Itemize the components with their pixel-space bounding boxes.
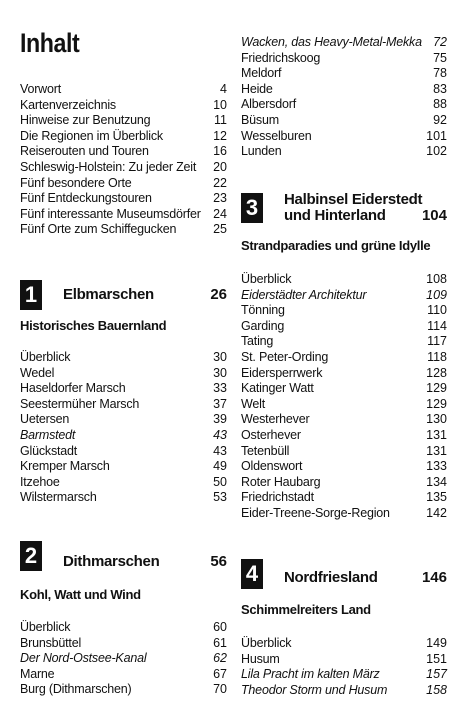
toc-entry[interactable] xyxy=(241,287,447,303)
toc-entry[interactable] xyxy=(20,143,227,159)
toc-entry-label: Uetersen xyxy=(20,412,70,427)
toc-entry[interactable] xyxy=(241,505,447,521)
toc-entry-page: 101 xyxy=(426,128,447,143)
toc-entry-page: 43 xyxy=(213,428,227,442)
toc-entry-label: Fünf Entdeckungstouren xyxy=(20,191,152,206)
toc-entry[interactable] xyxy=(241,411,447,427)
toc-entry-page: 53 xyxy=(213,490,227,505)
toc-entry-label: Westerhever xyxy=(241,412,310,427)
toc-entry[interactable] xyxy=(241,458,447,474)
toc-entry-page: 25 xyxy=(213,222,227,237)
toc-entry-label: Meldorf xyxy=(241,66,282,81)
toc-entry-label: Eidersperrwerk xyxy=(241,365,323,380)
toc-entry-page: 149 xyxy=(426,636,447,650)
toc-entry[interactable] xyxy=(20,666,227,682)
toc-entry[interactable] xyxy=(20,97,227,113)
toc-entry-page: 23 xyxy=(213,191,227,206)
toc-entry[interactable] xyxy=(241,651,447,667)
toc-entry-label: Hinweise zur Benutzung xyxy=(20,113,151,128)
section-page: 26 xyxy=(210,286,227,303)
toc-entry[interactable] xyxy=(241,349,447,365)
toc-entry-label: Tönning xyxy=(241,303,285,318)
toc-entry-page: 157 xyxy=(426,667,447,682)
toc-entry[interactable] xyxy=(20,635,227,651)
toc-entry-page: 135 xyxy=(426,490,447,505)
toc-entry-label: Oldenswort xyxy=(241,459,303,474)
toc-entry-label: Husum xyxy=(241,651,280,666)
toc-entry-label: Osterhever xyxy=(241,428,301,442)
toc-entry-label: Wesselburen xyxy=(241,128,312,143)
toc-entry-page: 60 xyxy=(213,620,227,634)
section-1-header[interactable] xyxy=(20,280,227,310)
toc-entry[interactable] xyxy=(241,443,447,459)
toc-entry[interactable] xyxy=(20,380,227,396)
toc-entry-label: Welt xyxy=(241,396,265,411)
toc-entry[interactable] xyxy=(241,682,447,698)
toc-entry-page: 30 xyxy=(213,365,227,380)
toc-entry[interactable] xyxy=(241,380,447,396)
toc-entry-page: 134 xyxy=(426,474,447,489)
toc-entry-label: Lila Pracht im kalten März xyxy=(241,667,380,682)
toc-entry[interactable] xyxy=(241,81,447,97)
toc-entry[interactable] xyxy=(20,159,227,175)
toc-entry[interactable] xyxy=(20,112,227,128)
toc-entry-label: Der Nord-Ostsee-Kanal xyxy=(20,651,147,666)
toc-entry-label: Kremper Marsch xyxy=(20,459,110,474)
toc-entry[interactable] xyxy=(20,81,227,97)
toc-entry-label: St. Peter-Ording xyxy=(241,350,329,364)
toc-entry-label: Tetenbüll xyxy=(241,443,290,458)
toc-entry[interactable] xyxy=(241,271,447,287)
toc-entry-page: 72 xyxy=(433,35,447,49)
toc-entry-page: 109 xyxy=(426,287,447,302)
toc-entry[interactable] xyxy=(241,96,447,112)
toc-entry-page: 118 xyxy=(427,350,447,364)
toc-entry-page: 33 xyxy=(213,381,227,396)
toc-entry-page: 62 xyxy=(213,651,227,666)
toc-entry[interactable] xyxy=(241,65,447,81)
toc-entry-label: Fünf besondere Orte xyxy=(20,175,132,190)
toc-entry[interactable] xyxy=(20,681,227,697)
toc-entry[interactable] xyxy=(20,396,227,412)
toc-entry-label: Fünf Orte zum Schiffegucken xyxy=(20,222,177,237)
toc-entry-page: 16 xyxy=(213,144,227,159)
section-title: Elbmarschen xyxy=(63,286,154,303)
toc-entry[interactable] xyxy=(241,333,447,349)
toc-entry[interactable] xyxy=(20,221,227,237)
toc-entry[interactable] xyxy=(241,427,447,443)
section-number-badge: 4 xyxy=(241,559,263,589)
toc-entry-page: 75 xyxy=(433,50,447,65)
toc-entry[interactable] xyxy=(20,489,227,505)
toc-entry[interactable] xyxy=(241,302,447,318)
section-number-badge: 3 xyxy=(241,193,263,223)
toc-entry-label: Marne xyxy=(20,666,55,681)
toc-entry-label: Reiserouten und Touren xyxy=(20,144,149,159)
toc-entry-label: Theodor Storm und Husum xyxy=(241,682,388,697)
toc-entry-label: Burg (Dithmarschen) xyxy=(20,682,132,697)
toc-entry-page: 114 xyxy=(427,318,447,333)
toc-entry[interactable] xyxy=(241,489,447,505)
section-4-header[interactable] xyxy=(241,559,447,589)
toc-entry-page: 133 xyxy=(426,459,447,474)
toc-entry[interactable] xyxy=(20,458,227,474)
toc-entry-page: 50 xyxy=(213,474,227,489)
toc-entry-label: Heide xyxy=(241,81,273,96)
toc-entry-label: Garding xyxy=(241,318,285,333)
toc-entry-page: 108 xyxy=(426,272,447,286)
toc-entry[interactable] xyxy=(241,474,447,490)
toc-entry-page: 88 xyxy=(433,97,447,112)
toc-entry-label: Barmstedt xyxy=(20,428,76,442)
toc-entry-label: Wacken, das Heavy-Metal-Mekka xyxy=(241,35,422,49)
toc-entry-label: Albersdorf xyxy=(241,97,296,112)
toc-entry[interactable] xyxy=(20,349,227,365)
section-page: 146 xyxy=(421,569,447,586)
toc-entry-label: Glückstadt xyxy=(20,443,78,458)
toc-entry-page: 83 xyxy=(433,81,447,96)
toc-entry-page: 128 xyxy=(426,365,447,380)
toc-entry-label: Haseldorfer Marsch xyxy=(20,381,126,396)
toc-entry[interactable] xyxy=(241,396,447,412)
toc-entry-label: Überblick xyxy=(20,620,71,634)
toc-entry-page: 24 xyxy=(213,206,227,221)
toc-entry-page: 61 xyxy=(213,635,227,650)
toc-entry-label: Itzehoe xyxy=(20,474,60,489)
toc-entry[interactable] xyxy=(20,175,227,191)
toc-entry-page: 110 xyxy=(427,303,447,318)
toc-entry[interactable] xyxy=(241,635,447,651)
toc-entry-page: 67 xyxy=(213,666,227,681)
toc-entry-label: Büsum xyxy=(241,113,279,127)
section-number-badge: 2 xyxy=(20,541,42,571)
toc-entry[interactable] xyxy=(20,427,227,443)
toc-entry-label: Brunsbüttel xyxy=(20,635,82,650)
toc-entry[interactable] xyxy=(241,50,447,66)
section-page: 104 xyxy=(421,207,447,224)
toc-entry-label: Friedrichstadt xyxy=(241,490,314,505)
toc-entry-page: 131 xyxy=(426,428,447,442)
toc-entry-label: Überblick xyxy=(241,272,292,286)
section-subtitle: Historisches Bauernland xyxy=(20,318,167,333)
toc-entry[interactable] xyxy=(241,666,447,682)
toc-entry-page: 129 xyxy=(426,396,447,411)
toc-entry[interactable] xyxy=(241,365,447,381)
toc-entry[interactable] xyxy=(20,190,227,206)
toc-entry-label: Wedel xyxy=(20,365,55,380)
toc-entry-page: 43 xyxy=(213,443,227,458)
toc-entry-label: Friedrichskoog xyxy=(241,50,321,65)
toc-entry[interactable] xyxy=(20,443,227,459)
toc-entry-label: Eider-Treene-Sorge-Region xyxy=(241,506,390,520)
toc-entry[interactable] xyxy=(241,34,447,50)
toc-entry-page: 70 xyxy=(213,682,227,697)
toc-entry-page: 117 xyxy=(427,334,447,349)
toc-entry-label: Überblick xyxy=(241,636,292,650)
toc-entry[interactable] xyxy=(20,474,227,490)
toc-entry[interactable] xyxy=(20,411,227,427)
toc-entry-page: 4 xyxy=(220,82,227,96)
section-subtitle: Kohl, Watt und Wind xyxy=(20,587,141,602)
toc-entry[interactable] xyxy=(241,143,447,159)
toc-entry-label: Lunden xyxy=(241,144,282,159)
toc-entry-label: Fünf interessante Museumsdörfer xyxy=(20,206,201,221)
section-title: Dithmarschen xyxy=(63,553,160,570)
toc-entry-page: 130 xyxy=(426,412,447,427)
toc-entry[interactable] xyxy=(20,365,227,381)
toc-entry-label: Tating xyxy=(241,334,274,349)
toc-entry-label: Eiderstädter Architektur xyxy=(241,287,367,302)
toc-entry-page: 78 xyxy=(433,66,447,81)
toc-entry-page: 142 xyxy=(426,506,447,520)
toc-entry-label: Wilstermarsch xyxy=(20,490,97,505)
toc-entry-page: 11 xyxy=(214,113,227,128)
toc-entry[interactable] xyxy=(20,206,227,222)
toc-entry[interactable] xyxy=(241,128,447,144)
toc-entry-page: 129 xyxy=(426,381,447,396)
toc-entry-label: Überblick xyxy=(20,350,71,364)
toc-entry-page: 158 xyxy=(426,682,447,697)
toc-entry-label: Kartenverzeichnis xyxy=(20,97,116,112)
toc-entry-label: Vorwort xyxy=(20,82,61,96)
toc-entry[interactable] xyxy=(20,619,227,635)
toc-entry-page: 22 xyxy=(213,175,227,190)
toc-entry-page: 92 xyxy=(433,113,447,127)
toc-entry-page: 30 xyxy=(213,350,227,364)
toc-entry[interactable] xyxy=(241,318,447,334)
section-title-line2: und Hinterland xyxy=(284,207,386,224)
section-3-header[interactable] xyxy=(241,193,447,223)
toc-entry-page: 49 xyxy=(213,459,227,474)
section-title-line1: Halbinsel Eiderstedt xyxy=(284,191,423,208)
toc-entry-page: 102 xyxy=(426,144,447,159)
toc-entry-page: 37 xyxy=(213,396,227,411)
toc-entry-label: Seestermüher Marsch xyxy=(20,396,140,411)
toc-entry-page: 12 xyxy=(213,128,227,143)
section-subtitle: Schimmelreiters Land xyxy=(241,602,371,617)
toc-entry-label: Roter Haubarg xyxy=(241,474,321,489)
toc-entry[interactable] xyxy=(20,650,227,666)
toc-entry-page: 20 xyxy=(213,160,227,174)
toc-entry-page: 131 xyxy=(426,443,447,458)
section-title: Nordfriesland xyxy=(284,569,378,586)
toc-entry[interactable] xyxy=(241,112,447,128)
section-page: 56 xyxy=(210,553,227,570)
toc-entry-label: Schleswig-Holstein: Zu jeder Zeit xyxy=(20,160,197,174)
section-subtitle: Strandparadies und grüne Idylle xyxy=(241,238,431,253)
toc-entry-label: Die Regionen im Überblick xyxy=(20,128,163,143)
toc-entry-page: 10 xyxy=(213,97,227,112)
toc-entry-page: 151 xyxy=(426,651,447,666)
section-2-header[interactable] xyxy=(20,541,227,571)
section-number-badge: 1 xyxy=(20,280,42,310)
toc-entry-page: 39 xyxy=(213,412,227,427)
page-title: Inhalt xyxy=(20,28,80,58)
toc-entry[interactable] xyxy=(20,128,227,144)
toc-entry-label: Katinger Watt xyxy=(241,381,314,396)
